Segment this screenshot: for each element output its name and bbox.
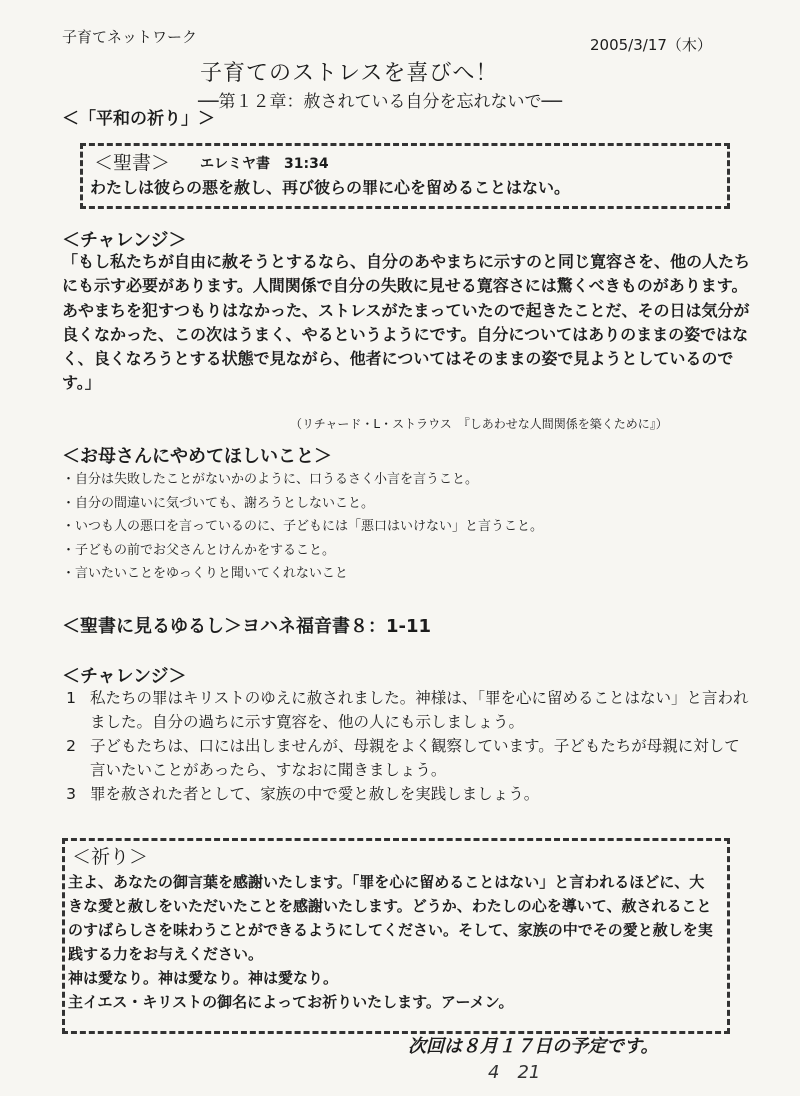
citation: （リチャード・L・ストラウス 『しあわせな人間関係を築くために』） xyxy=(290,417,668,431)
item-text: 子どもたちは、口には出しませんが、母親をよく観察しています。子どもたちが母親に対して言いたいことがあったら、すなおに聞きましょう。 xyxy=(90,737,740,779)
prayer-line: 主イエス・キリストの御名によってお祈りいたします。アーメン。 xyxy=(68,993,514,1011)
bible-reference: エレミヤ書 31:34 xyxy=(200,156,329,172)
chapter-subtitle: ──第１２章：赦されている自分を忘れないで── xyxy=(198,92,562,112)
challenge-text: 「もし私たちが自由に赦そうとするなら、自分のあやまちに示すのと同じ寛容さを、他の人たちにも示す必要があります。人間関係で自分の失敗に見せる寛容さには驚くべきものがあります。あやまちを犯すつもりはなかった、ストレスがたまっていたので起きたことだ、その日は気分が良くなかった、この次はうまく、やるというようにです。自分についてはありのままの姿ではなく、良くなろうとする状態で見ながら、他者についてはそのままの姿で見ようとしているのです。」 xyxy=(62,252,751,393)
item-text: 私たちの罪はキリストのゆえに赦されました。神様は、「罪を心に留めることはない」と言われました。自分の過ちに示す寛容を、他の人にも示しましょう。 xyxy=(90,689,749,731)
mother-heading: ＜お母さんにやめてほしいこと＞ xyxy=(62,446,332,467)
next-meeting-note: 次回は８月１７日の予定です。 xyxy=(408,1036,659,1057)
prayer-line: 神は愛なり。神は愛なり。神は愛なり。 xyxy=(68,969,339,987)
item-number: 1 xyxy=(66,689,76,707)
challenge2-list xyxy=(52,686,752,806)
peace-prayer-label: ＜「平和の祈り」＞ xyxy=(62,109,215,129)
list-item: ・自分は失敗したことがないかのように、口うるさく小言を言うこと。 xyxy=(62,472,479,487)
organization-name: 子育てネットワーク xyxy=(62,28,198,46)
list-item xyxy=(52,734,752,782)
item-number: 2 xyxy=(66,737,76,755)
document-date: 2005/3/17（木） xyxy=(590,36,712,54)
list-item xyxy=(52,686,752,734)
list-item: ・自分の間違いに気づいても、謝ろうとしないこと。 xyxy=(62,495,375,511)
bible-verse: わたしは彼らの悪を赦し、再び彼らの罪に心を留めることはない。 xyxy=(90,178,571,197)
prayer-heading: ＜祈り＞ xyxy=(72,846,149,868)
list-item xyxy=(52,782,752,806)
bible-heading: ＜聖書＞ xyxy=(94,152,171,174)
mother-list xyxy=(62,468,543,586)
prayer-text xyxy=(68,870,718,1014)
list-item: ・子どもの前でお父さんとけんかをすること。 xyxy=(62,542,336,558)
forgiveness-heading: ＜聖書に見るゆるし＞ヨハネ福音書８：1-11 xyxy=(62,616,432,637)
challenge2-heading: ＜チャレンジ＞ xyxy=(62,666,187,687)
list-item: ・言いたいことをゆっくりと聞いてくれないこと xyxy=(62,566,348,581)
item-number: 3 xyxy=(66,785,76,803)
page-title: 子育てのストレスを喜びへ！ xyxy=(200,61,499,86)
handwritten-note: 4 21 xyxy=(488,1062,541,1083)
item-text: 罪を赦された者として、家族の中で愛と赦しを実践しましょう。 xyxy=(90,785,540,803)
prayer-line: 主よ、あなたの御言葉を感謝いたします。「罪を心に留めることはない」と言われるほどに、大きな愛と赦しをいただいたことを感謝いたします。どうか、わたしの心を導いて、赦されることのすばらしさを味わうことができるようにしてください。そして、家族の中でその愛と赦しを実践する力をお与えください。 xyxy=(68,873,713,963)
challenge-heading: ＜チャレンジ＞ xyxy=(62,230,187,251)
list-item: ・いつも人の悪口を言っているのに、子どもには「悪口はいけない」と言うこと。 xyxy=(62,519,544,534)
